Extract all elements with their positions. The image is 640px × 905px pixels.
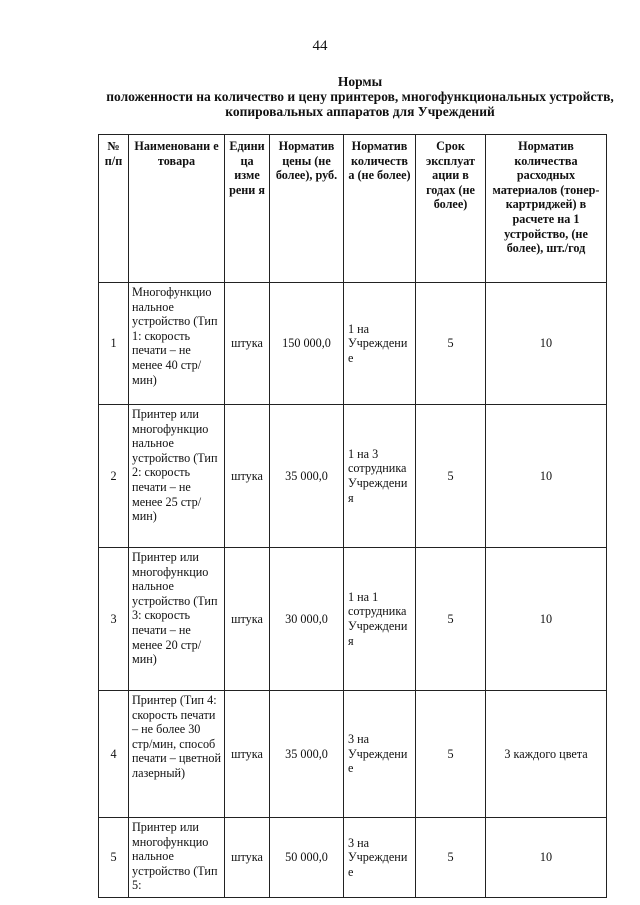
header-unit: Едини ца изме рени я bbox=[225, 135, 270, 283]
row-qty: 3 на Учреждени е bbox=[344, 691, 416, 818]
header-term: Срок эксплуат ации в годах (не более) bbox=[416, 135, 486, 283]
row-qty: 3 на Учреждени е bbox=[344, 818, 416, 898]
row-name: Принтер или многофункцио нальное устройство (Тип 5: bbox=[129, 818, 225, 898]
row-name: Принтер или многофункцио нальное устройство (Тип 2: скорость печати – не менее 25 стр/мин) bbox=[129, 405, 225, 548]
row-unit: штука bbox=[225, 818, 270, 898]
header-name: Наименовани е товара bbox=[129, 135, 225, 283]
row-consumables: 3 каждого цвета bbox=[486, 691, 607, 818]
title-line-3: копировальных аппаратов для Учреждений bbox=[225, 104, 495, 119]
header-num: № п/п bbox=[99, 135, 129, 283]
row-name: Многофункцио нальное устройство (Тип 1: скорость печати – не менее 40 стр/мин) bbox=[129, 283, 225, 405]
row-consumables: 10 bbox=[486, 818, 607, 898]
row-num: 5 bbox=[99, 818, 129, 898]
row-consumables: 10 bbox=[486, 548, 607, 691]
row-qty: 1 на 3 сотрудника Учреждени я bbox=[344, 405, 416, 548]
row-num: 3 bbox=[99, 548, 129, 691]
header-consumables: Норматив количества расходных материалов (тонер-картриджей) в расчете на 1 устройство, (не более), шт./год bbox=[486, 135, 607, 283]
row-unit: штука bbox=[225, 548, 270, 691]
row-unit: штука bbox=[225, 405, 270, 548]
row-price: 150 000,0 bbox=[270, 283, 344, 405]
row-term: 5 bbox=[416, 691, 486, 818]
row-qty: 1 на 1 сотрудника Учреждени я bbox=[344, 548, 416, 691]
row-name: Принтер (Тип 4: скорость печати – не более 30 стр/мин, способ печати – цветной лазерный) bbox=[129, 691, 225, 818]
table-row bbox=[99, 548, 607, 691]
row-term: 5 bbox=[416, 283, 486, 405]
document-title bbox=[60, 74, 640, 119]
row-num: 2 bbox=[99, 405, 129, 548]
table-row bbox=[99, 818, 607, 898]
header-price: Норматив цены (не более), руб. bbox=[270, 135, 344, 283]
title-line-2: положенности на количество и цену принтеров, многофункциональных устройств, bbox=[106, 89, 614, 104]
page-number: 44 bbox=[312, 38, 328, 54]
row-term: 5 bbox=[416, 405, 486, 548]
row-consumables: 10 bbox=[486, 405, 607, 548]
table-row bbox=[99, 405, 607, 548]
header-qty: Норматив количеств а (не более) bbox=[344, 135, 416, 283]
row-name: Принтер или многофункцио нальное устройство (Тип 3: скорость печати – не менее 20 стр/мин) bbox=[129, 548, 225, 691]
row-qty: 1 на Учреждени е bbox=[344, 283, 416, 405]
row-price: 50 000,0 bbox=[270, 818, 344, 898]
row-num: 1 bbox=[99, 283, 129, 405]
row-term: 5 bbox=[416, 548, 486, 691]
row-num: 4 bbox=[99, 691, 129, 818]
row-term: 5 bbox=[416, 818, 486, 898]
row-price: 35 000,0 bbox=[270, 691, 344, 818]
table-row bbox=[99, 283, 607, 405]
row-unit: штука bbox=[225, 283, 270, 405]
norms-table bbox=[98, 134, 607, 898]
table-row bbox=[99, 691, 607, 818]
row-consumables: 10 bbox=[486, 283, 607, 405]
title-line-1: Нормы bbox=[337, 74, 383, 89]
row-price: 35 000,0 bbox=[270, 405, 344, 548]
row-price: 30 000,0 bbox=[270, 548, 344, 691]
row-unit: штука bbox=[225, 691, 270, 818]
table-header-row bbox=[99, 135, 607, 283]
